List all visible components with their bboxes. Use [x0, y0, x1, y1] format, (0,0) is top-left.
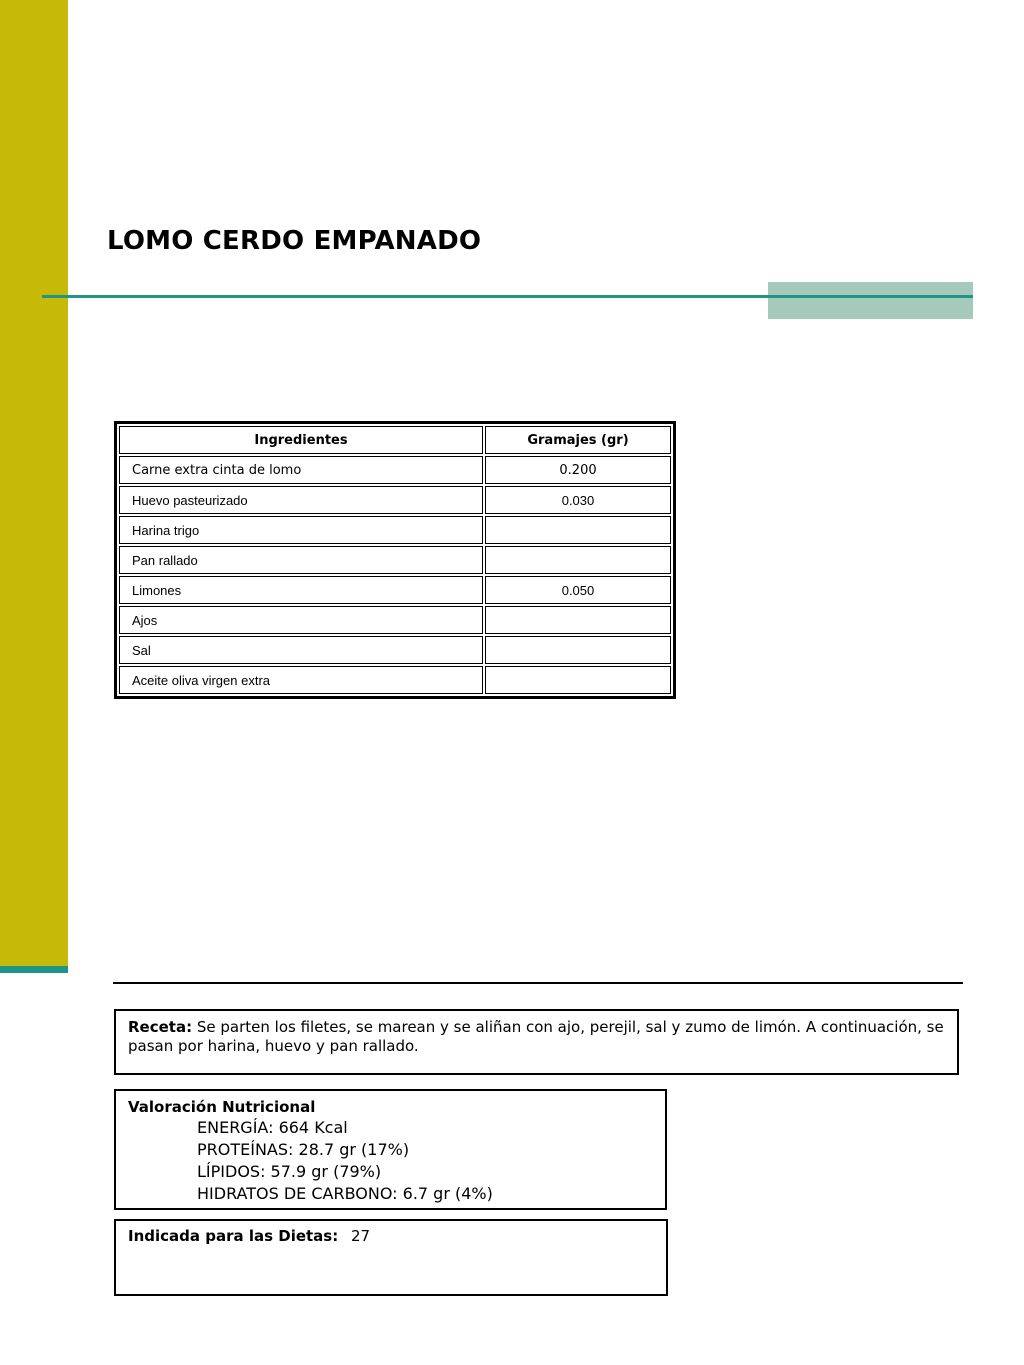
amount-cell [485, 636, 671, 664]
decorative-side-bar [0, 0, 68, 968]
nutrition-carbohydrates: HIDRATOS DE CARBONO: 6.7 gr (4%) [197, 1184, 493, 1203]
amount-column-header: Gramajes (gr) [485, 426, 671, 454]
recipe-box [114, 1009, 959, 1075]
table-row [119, 666, 671, 694]
nutrition-heading: Valoración Nutricional [128, 1098, 316, 1116]
amount-cell: 0.050 [485, 576, 671, 604]
nutrition-box [114, 1089, 667, 1210]
diets-label: Indicada para las Dietas: [128, 1227, 339, 1245]
ingredient-cell: Carne extra cinta de lomo [119, 456, 483, 484]
diets-value: 27 [351, 1227, 371, 1245]
decorative-side-bar-foot [0, 966, 68, 973]
ingredient-cell: Limones [119, 576, 483, 604]
amount-cell [485, 516, 671, 544]
recipe-label: Receta: [128, 1018, 193, 1036]
title-underline-accent [768, 295, 973, 298]
ingredient-cell: Huevo pasteurizado [119, 486, 483, 514]
table-row [119, 546, 671, 574]
nutrition-energy: ENERGÍA: 664 Kcal [197, 1118, 348, 1137]
table-row [119, 516, 671, 544]
ingredient-cell: Aceite oliva virgen extra [119, 666, 483, 694]
ingredient-cell: Ajos [119, 606, 483, 634]
amount-cell: 0.200 [485, 456, 671, 484]
ingredients-column-header: Ingredientes [119, 426, 483, 454]
ingredient-cell: Sal [119, 636, 483, 664]
amount-cell [485, 546, 671, 574]
table-row [119, 606, 671, 634]
table-row [119, 456, 671, 484]
ingredient-cell: Pan rallado [119, 546, 483, 574]
section-divider [113, 982, 963, 984]
decorative-title-block [768, 282, 973, 319]
ingredients-table [114, 421, 676, 699]
amount-cell [485, 666, 671, 694]
table-header-row [119, 426, 671, 454]
amount-cell: 0.030 [485, 486, 671, 514]
amount-cell [485, 606, 671, 634]
nutrition-proteins: PROTEÍNAS: 28.7 gr (17%) [197, 1140, 410, 1159]
ingredient-cell: Harina trigo [119, 516, 483, 544]
table-row [119, 486, 671, 514]
nutrition-lipids: LÍPIDOS: 57.9 gr (79%) [197, 1162, 382, 1181]
table-row [119, 576, 671, 604]
page-title: LOMO CERDO EMPANADO [107, 226, 482, 256]
table-row [119, 636, 671, 664]
diets-box [114, 1219, 668, 1296]
recipe-text: Se parten los filetes, se marean y se aliñan con ajo, perejil, sal y zumo de limón. A continuación, se pasan por harina, huevo y pan rallado. [128, 1018, 944, 1055]
